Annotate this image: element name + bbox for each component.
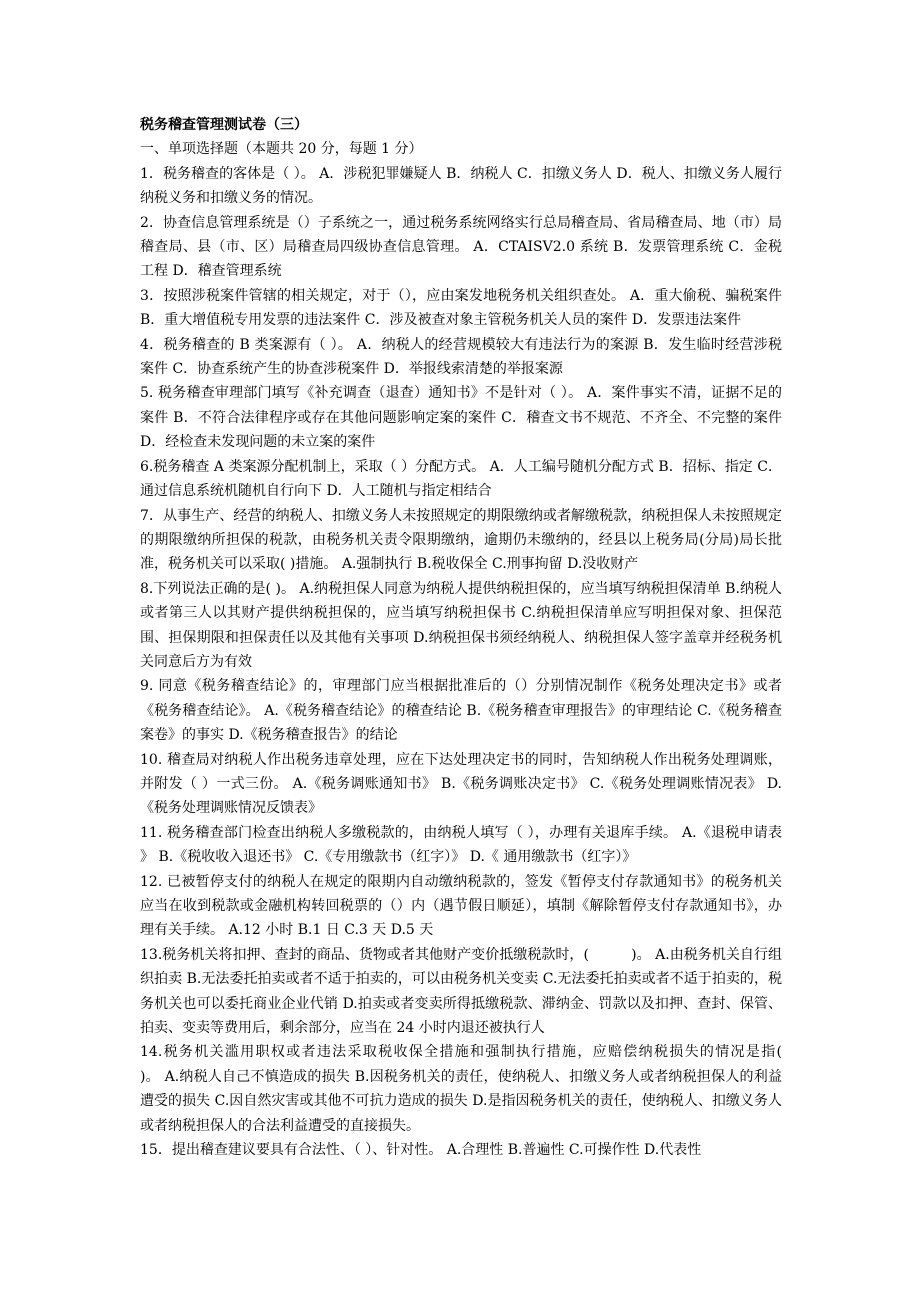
question-9: 9. 同意《税务稽查结论》的，审理部门应当根据批准后的（）分别情况制作《税务处理决定书》或者《税务稽查结论》。 A.《税务稽查结论》的稽查结论 B.《税务稽查审理报告》的审理结论 C.《税务稽查案卷》的事实 D.《税务稽查报告》的结论 [140,678,782,744]
question-6: 6.税务稽查 A 类案源分配机制上，采取（ ）分配方式。 A．人工编号随机分配方式 B．招标、指定 C．通过信息系统机随机自行向下 D．人工随机与指定相结合 [140,458,782,500]
question-11: 11. 税务稽查部门检查出纳税人多缴税款的，由纳税人填写（ ），办理有关退库手续。 A.《退税申请表 》 B.《税收收入退还书》 C.《专用缴款书（红字）》 D.《 通用缴款书（红字）》 [140,824,782,866]
document-title: 税务稽查管理测试卷（三） [140,117,308,133]
question-5: 5. 税务稽查审理部门填写《补充调查（退查）通知书》不是针对（ ）。 A．案件事实不清，证据不足的案件 B．不符合法律程序或存在其他问题影响定案的案件 C．稽查文书不规范、不齐全、不完整的案件 D．经检查未发现问题的未立案的案件 [140,385,782,451]
question-10: 10. 稽查局对纳税人作出税务违章处理，应在下达处理决定书的同时，告知纳税人作出税务处理调账，并附发（ ）一式三份。 A.《税务调账通知书》 B.《税务调账决定书》 C.《税务处理调账情况表》 D.《税务处理调账情况反馈表》 [140,751,782,817]
question-12: 12. 已被暂停支付的纳税人在规定的限期内自动缴纳税款的，签发《暂停支付存款通知书》的税务机关应当在收到税款或金融机构转回税票的（）内（遇节假日顺延），填制《解除暂停支付存款通知书》，办理有关手续。 A.12 小时 B.1 日 C.3 天 D.5 天 [140,873,782,939]
question-4: 4．税务稽查的 B 类案源有（ ）。 A．纳税人的经营规模较大有违法行为的案源 B．发生临时经营涉税案件 C．协查系统产生的协查涉税案件 D．举报线索清楚的举报案源 [140,336,782,378]
question-15: 15．提出稽查建议要具有合法性、（ ）、针对性。 A.合理性 B.普遍性 C.可操作性 D.代表性 [140,1142,702,1159]
question-13: 13.税务机关将扣押、查封的商品、货物或者其他财产变价抵缴税款时，( )。 A.由税务机关自行组织拍卖 B.无法委托拍卖或者不适于拍卖的，可以由税务机关变卖 C.无法委托拍卖或者不适于拍卖的，税务机关也可以委托商业企业代销 D.拍卖或者变卖所得抵缴税款、滞纳金、罚款以及扣押、查封、保管、拍卖、变卖等费用后，剩余部分，应当在 24 小时内退还被执行人 [140,946,782,1037]
section-heading: 一、单项选择题（本题共 20 分，每题 1 分） [140,141,423,158]
document-page [140,113,824,1162]
question-8: 8.下列说法正确的是( )。 A.纳税担保人同意为纳税人提供纳税担保的，应当填写纳税担保清单 B.纳税人或者第三人以其财产提供纳税担保的，应当填写纳税担保书 C.纳税担保清单应写明担保对象、担保范围、担保期限和担保责任以及其他有关事项 D.纳税担保书须经纳税人、纳税担保人签字盖章并经税务机关同意后方为有效 [140,580,782,670]
question-3: 3．按照涉税案件管辖的相关规定，对于（），应由案发地税务机关组织查处。 A．重大偷税、骗税案件 B．重大增值税专用发票的违法案件 C．涉及被查对象主管税务机关人员的案件 D．发票违法案件 [140,287,782,329]
question-2: 2．协查信息管理系统是（）子系统之一，通过税务系统网络实行总局稽查局、省局稽查局、地（市）局稽查局、县（市、区）局稽查局四级协查信息管理。 A．CTAISV2.0 系统 B．发票管理系统 C．金税工程 D．稽查管理系统 [140,214,782,280]
question-14: 14.税务机关滥用职权或者违法采取税收保全措施和强制执行措施，应赔偿纳税损失的情况是指( )。 A.纳税人自己不慎造成的损失 B.因税务机关的责任，使纳税人、扣缴义务人或者纳税担保人的利益遭受的损失 C.因自然灾害或其他不可抗力造成的损失 D.是指因税务机关的责任，使纳税人、扣缴义务人或者纳税担保人的合法利益遭受的直接损失。 [140,1044,824,1134]
question-1: 1．税务稽查的客体是（ ）。 A．涉税犯罪嫌疑人 B．纳税人 C．扣缴义务人 D．税人、扣缴义务人履行纳税义务和扣缴义务的情况。 [140,165,782,207]
question-7: 7．从事生产、经营的纳税人、扣缴义务人未按照规定的期限缴纳或者解缴税款，纳税担保人未按照规定的期限缴纳所担保的税款，由税务机关责令限期缴纳，逾期仍未缴纳的，经县以上税务局(分局)局长批准，税务机关可以采取( )措施。 A.强制执行 B.税收保全 C.刑事拘留 D.没收财产 [140,507,782,573]
